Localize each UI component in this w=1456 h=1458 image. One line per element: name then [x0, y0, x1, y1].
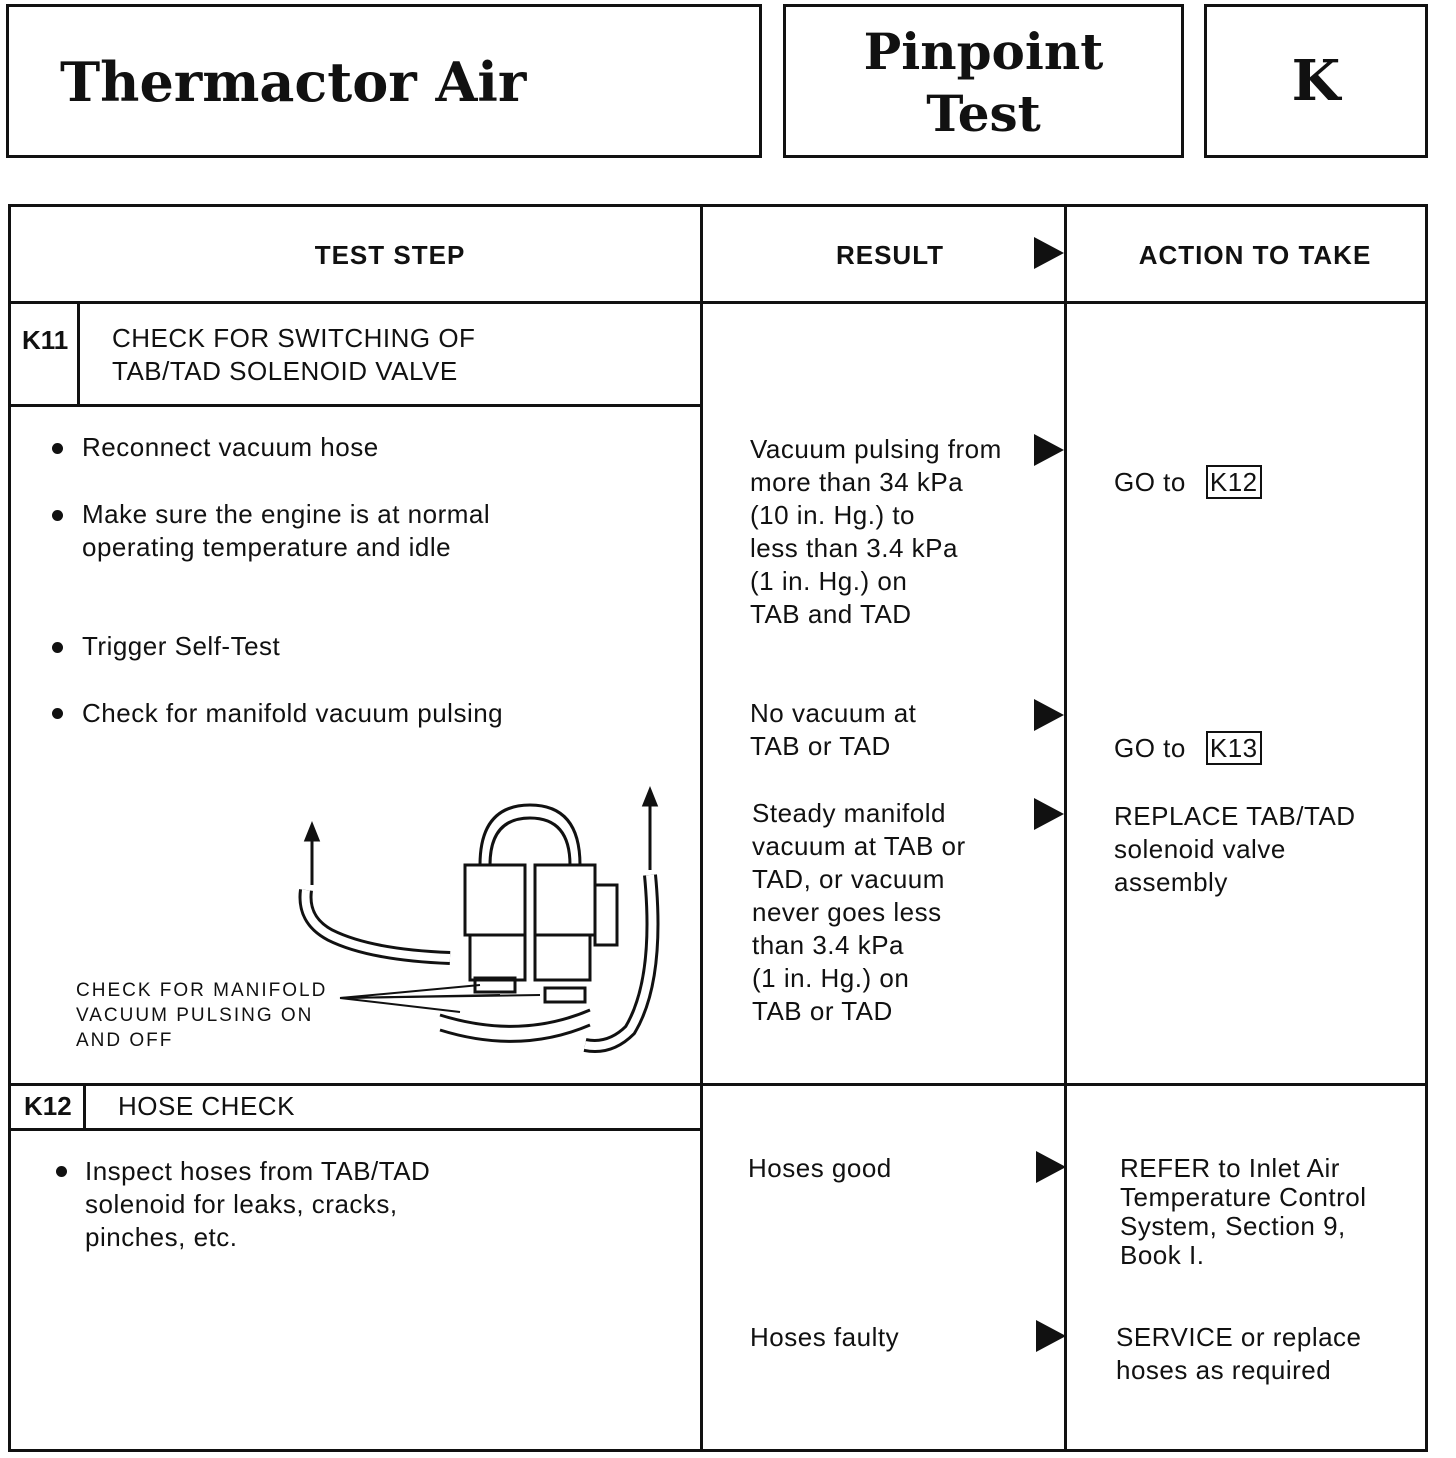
solenoid-valve-illustration — [290, 780, 680, 1070]
col-header-result: RESULT — [835, 240, 945, 270]
k11-result-1: Vacuum pulsing from more than 34 kPa (10 in. Hg.) to less than 3.4 kPa (1 in. Hg.) on TAB and TAD — [750, 434, 1002, 629]
bullet-icon — [52, 510, 63, 521]
k12-id-divider — [83, 1085, 86, 1130]
k12-action-1: REFER to Inlet Air Temperature Control System, Section 9, Book I. — [1120, 1153, 1367, 1270]
header-arrow-icon — [1034, 237, 1064, 269]
goto-label: GO to — [1114, 733, 1186, 763]
result-arrow-icon — [1034, 434, 1064, 466]
header-row-divider — [8, 301, 1428, 304]
test-letter: K — [1291, 48, 1341, 114]
k11-action-2 — [1114, 698, 1262, 765]
k11-action-1 — [1114, 432, 1262, 499]
k11-title: CHECK FOR SWITCHING OF TAB/TAD SOLENOID VALVE — [112, 323, 476, 386]
k12-result-2: Hoses faulty — [750, 1322, 900, 1352]
step-id-k12: K12 — [24, 1091, 72, 1121]
figure-caption: CHECK FOR MANIFOLD VACUUM PULSING ON AND OFF — [76, 980, 328, 1051]
k12-row-divider — [8, 1083, 1428, 1086]
k11-step-4: Check for manifold vacuum pulsing — [82, 698, 504, 728]
goto-label: GO to — [1114, 467, 1186, 497]
k12-title: HOSE CHECK — [118, 1091, 295, 1121]
pinpoint-test-title-line2: Test — [926, 84, 1041, 143]
bullet-icon — [52, 708, 63, 719]
k11-step-3: Trigger Self-Test — [82, 631, 281, 661]
col-divider-1 — [700, 204, 703, 1452]
table-left-border — [8, 204, 11, 1452]
pinpoint-test-title-line1: Pinpoint — [863, 22, 1104, 81]
bullet-icon — [52, 443, 63, 454]
col-divider-2 — [1064, 204, 1067, 1452]
table-top-border — [8, 204, 1428, 207]
result-arrow-icon — [1036, 1151, 1066, 1183]
step-ref-k12[interactable]: K12 — [1206, 465, 1262, 499]
k11-title-bottom — [8, 404, 702, 407]
k12-result-1: Hoses good — [748, 1153, 892, 1183]
k12-title-bottom — [8, 1128, 702, 1131]
result-arrow-icon — [1036, 1320, 1066, 1352]
col-header-action: ACTION TO TAKE — [1138, 240, 1372, 270]
k11-step-1: Reconnect vacuum hose — [82, 432, 379, 462]
k11-step-2: Make sure the engine is at normal operating temperature and idle — [82, 499, 491, 562]
result-arrow-icon — [1034, 798, 1064, 830]
col-header-test-step: TEST STEP — [314, 240, 466, 270]
table-bottom-border — [8, 1449, 1428, 1452]
table-right-border — [1425, 204, 1428, 1452]
k11-result-3: Steady manifold vacuum at TAB or TAD, or vacuum never goes less than 3.4 kPa (1 in. Hg.) on TAB or TAD — [752, 798, 966, 1026]
bullet-icon — [52, 642, 63, 653]
k11-action-3: REPLACE TAB/TAD solenoid valve assembly — [1114, 801, 1356, 897]
k12-step-1: Inspect hoses from TAB/TAD solenoid for leaks, cracks, pinches, etc. — [85, 1156, 431, 1252]
section-title: Thermactor Air — [60, 50, 527, 114]
result-arrow-icon — [1034, 699, 1064, 731]
step-ref-k13[interactable]: K13 — [1206, 731, 1262, 765]
bullet-icon — [56, 1166, 67, 1177]
k12-action-2: SERVICE or replace hoses as required — [1116, 1322, 1362, 1385]
k11-id-divider — [77, 304, 80, 406]
k11-result-2: No vacuum at TAB or TAD — [750, 698, 917, 761]
step-id-k11: K11 — [22, 325, 69, 355]
